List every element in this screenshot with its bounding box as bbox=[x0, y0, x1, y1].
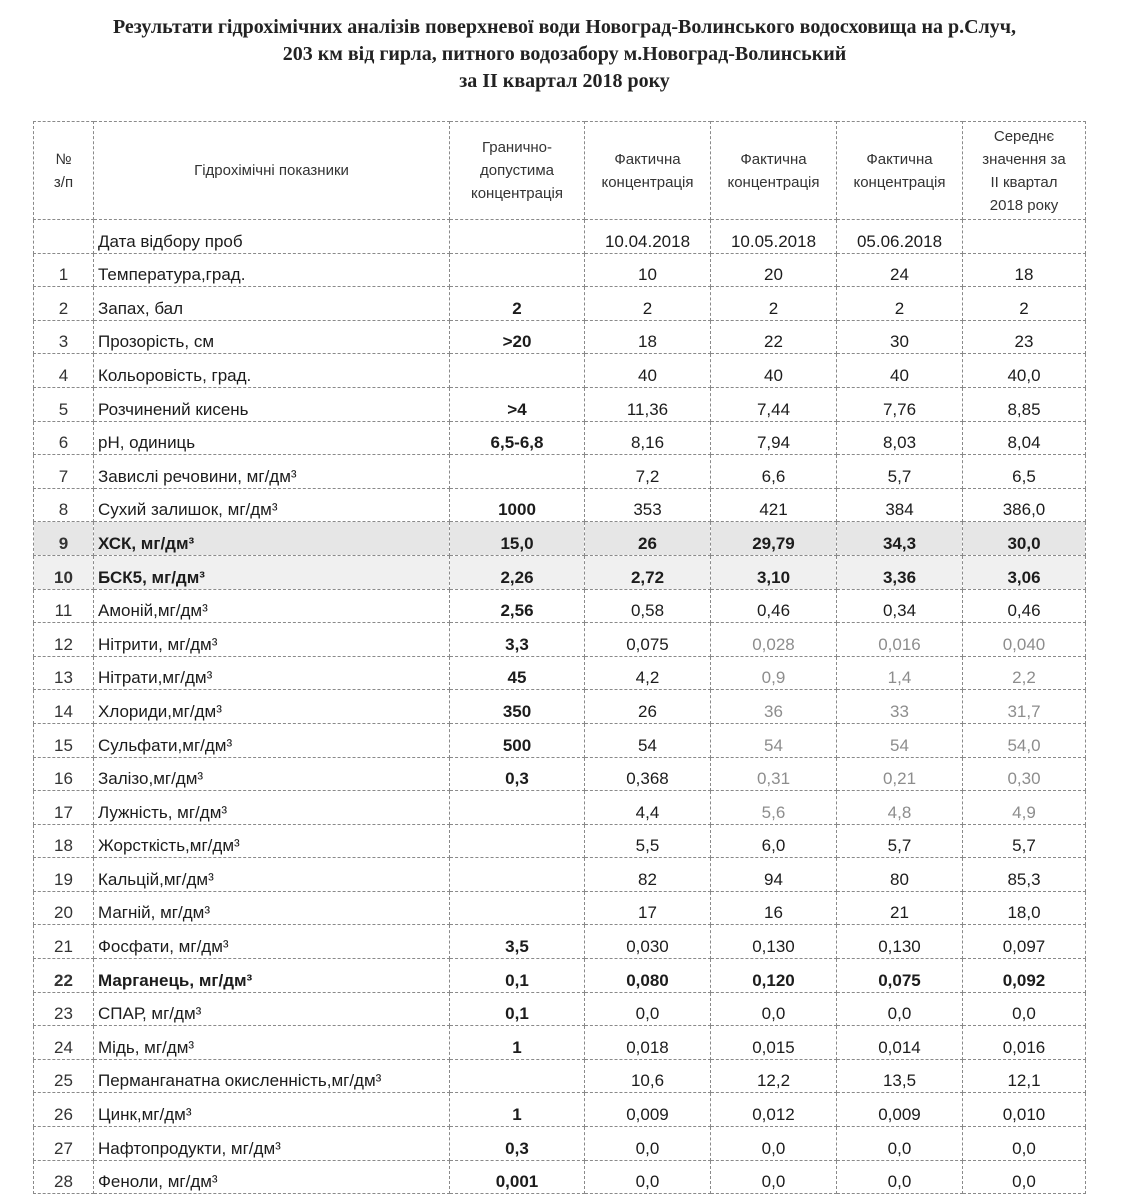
row-number: 18 bbox=[34, 824, 94, 858]
fact-value-2: 36 bbox=[711, 690, 837, 724]
fact-value-1: 40 bbox=[585, 354, 711, 388]
table-row bbox=[34, 421, 1086, 455]
fact-value-2: 0,9 bbox=[711, 656, 837, 690]
table-row bbox=[34, 925, 1086, 959]
fact-value-2: 2 bbox=[711, 287, 837, 321]
average-value: 18,0 bbox=[963, 891, 1086, 925]
average-value: 5,7 bbox=[963, 824, 1086, 858]
parameter-name: pH, одиниць bbox=[94, 421, 450, 455]
row-number: 4 bbox=[34, 354, 94, 388]
limit-value: 2 bbox=[450, 287, 585, 321]
fact-value-1: 2,72 bbox=[585, 555, 711, 589]
row-number: 11 bbox=[34, 589, 94, 623]
average-value: 23 bbox=[963, 320, 1086, 354]
fact-value-2: 6,0 bbox=[711, 824, 837, 858]
average-value: 3,06 bbox=[963, 555, 1086, 589]
parameter-name: Нітрити, мг/дм³ bbox=[94, 623, 450, 657]
table-row bbox=[34, 589, 1086, 623]
fact-value-1: 5,5 bbox=[585, 824, 711, 858]
fact-value-1: 82 bbox=[585, 858, 711, 892]
row-number: 14 bbox=[34, 690, 94, 724]
row-number: 28 bbox=[34, 1160, 94, 1194]
limit-value bbox=[450, 253, 585, 287]
table-row bbox=[34, 757, 1086, 791]
header-avg: Середнє значення за II квартал 2018 року bbox=[963, 122, 1086, 220]
parameter-name: ХСК, мг/дм³ bbox=[94, 522, 450, 556]
limit-value: 0,1 bbox=[450, 959, 585, 993]
row-number: 9 bbox=[34, 522, 94, 556]
fact-value-3: 4,8 bbox=[837, 791, 963, 825]
fact-value-3: 0,075 bbox=[837, 959, 963, 993]
fact-value-1: 26 bbox=[585, 690, 711, 724]
fact-value-2: 0,015 bbox=[711, 1026, 837, 1060]
sample-date-2: 10.05.2018 bbox=[711, 220, 837, 254]
table-row bbox=[34, 1160, 1086, 1194]
table-row bbox=[34, 522, 1086, 556]
table-row bbox=[34, 555, 1086, 589]
row-number: 10 bbox=[34, 555, 94, 589]
average-value: 0,040 bbox=[963, 623, 1086, 657]
fact-value-2: 0,130 bbox=[711, 925, 837, 959]
header-row bbox=[34, 122, 1086, 220]
fact-value-2: 0,120 bbox=[711, 959, 837, 993]
fact-value-3: 80 bbox=[837, 858, 963, 892]
parameter-name: Прозорість, см bbox=[94, 320, 450, 354]
average-value: 0,0 bbox=[963, 1127, 1086, 1161]
average-value: 0,0 bbox=[963, 1160, 1086, 1194]
parameter-name: Нітрати,мг/дм³ bbox=[94, 656, 450, 690]
fact-value-1: 17 bbox=[585, 891, 711, 925]
fact-value-1: 26 bbox=[585, 522, 711, 556]
table-row bbox=[34, 287, 1086, 321]
fact-value-3: 54 bbox=[837, 723, 963, 757]
row-number: 20 bbox=[34, 891, 94, 925]
limit-value bbox=[450, 455, 585, 489]
title-line-1: Результати гідрохімічних аналізів поверхневої води Новоград-Волинського водосховища на р.Случ, bbox=[112, 16, 1017, 38]
fact-value-1: 4,2 bbox=[585, 656, 711, 690]
fact-value-3: 13,5 bbox=[837, 1059, 963, 1093]
fact-value-3: 2 bbox=[837, 287, 963, 321]
row-number: 15 bbox=[34, 723, 94, 757]
table-row bbox=[34, 656, 1086, 690]
parameter-name: Жорсткість,мг/дм³ bbox=[94, 824, 450, 858]
parameter-name: Температура,град. bbox=[94, 253, 450, 287]
table-row bbox=[34, 690, 1086, 724]
limit-value bbox=[450, 354, 585, 388]
fact-value-3: 40 bbox=[837, 354, 963, 388]
fact-value-3: 3,36 bbox=[837, 555, 963, 589]
fact-value-2: 29,79 bbox=[711, 522, 837, 556]
limit-value bbox=[450, 891, 585, 925]
fact-value-1: 10,6 bbox=[585, 1059, 711, 1093]
row-number: 8 bbox=[34, 488, 94, 522]
row-number: 16 bbox=[34, 757, 94, 791]
parameter-name: Лужність, мг/дм³ bbox=[94, 791, 450, 825]
fact-value-1: 0,018 bbox=[585, 1026, 711, 1060]
fact-value-3: 0,0 bbox=[837, 1160, 963, 1194]
limit-value bbox=[450, 1059, 585, 1093]
row-number: 3 bbox=[34, 320, 94, 354]
limit-value: 0,3 bbox=[450, 757, 585, 791]
fact-value-3: 0,0 bbox=[837, 1127, 963, 1161]
row-number: 1 bbox=[34, 253, 94, 287]
table-row bbox=[34, 1059, 1086, 1093]
fact-value-2: 0,46 bbox=[711, 589, 837, 623]
parameter-name: СПАР, мг/дм³ bbox=[94, 992, 450, 1026]
fact-value-1: 0,030 bbox=[585, 925, 711, 959]
limit-value: 350 bbox=[450, 690, 585, 724]
parameter-name: БСК5, мг/дм³ bbox=[94, 555, 450, 589]
fact-value-3: 24 bbox=[837, 253, 963, 287]
average-value: 386,0 bbox=[963, 488, 1086, 522]
row-number: 2 bbox=[34, 287, 94, 321]
limit-value: 1000 bbox=[450, 488, 585, 522]
fact-value-1: 11,36 bbox=[585, 387, 711, 421]
fact-value-2: 22 bbox=[711, 320, 837, 354]
row-number: 19 bbox=[34, 858, 94, 892]
fact-value-2: 0,028 bbox=[711, 623, 837, 657]
row-number: 7 bbox=[34, 455, 94, 489]
table-row bbox=[34, 891, 1086, 925]
fact-value-3: 384 bbox=[837, 488, 963, 522]
table-row bbox=[34, 1127, 1086, 1161]
fact-value-1: 0,0 bbox=[585, 1160, 711, 1194]
fact-value-2: 5,6 bbox=[711, 791, 837, 825]
limit-value: 500 bbox=[450, 723, 585, 757]
title-line-3: за II квартал 2018 року bbox=[459, 70, 670, 92]
fact-value-3: 8,03 bbox=[837, 421, 963, 455]
fact-value-2: 421 bbox=[711, 488, 837, 522]
limit-value: 1 bbox=[450, 1026, 585, 1060]
average-value: 18 bbox=[963, 253, 1086, 287]
parameter-name: Магній, мг/дм³ bbox=[94, 891, 450, 925]
fact-value-3: 30 bbox=[837, 320, 963, 354]
limit-value: 3,5 bbox=[450, 925, 585, 959]
sample-date-1: 10.04.2018 bbox=[585, 220, 711, 254]
limit-value: 2,56 bbox=[450, 589, 585, 623]
parameter-name: Амоній,мг/дм³ bbox=[94, 589, 450, 623]
fact-value-2: 94 bbox=[711, 858, 837, 892]
fact-value-2: 7,94 bbox=[711, 421, 837, 455]
header-num: № з/п bbox=[34, 122, 94, 220]
fact-value-1: 8,16 bbox=[585, 421, 711, 455]
row-number: 12 bbox=[34, 623, 94, 657]
fact-value-1: 353 bbox=[585, 488, 711, 522]
fact-value-2: 0,0 bbox=[711, 1160, 837, 1194]
average-value: 54,0 bbox=[963, 723, 1086, 757]
table-row bbox=[34, 455, 1086, 489]
fact-value-3: 1,4 bbox=[837, 656, 963, 690]
fact-value-1: 54 bbox=[585, 723, 711, 757]
limit-value: 1 bbox=[450, 1093, 585, 1127]
fact-value-3: 34,3 bbox=[837, 522, 963, 556]
sample-date-3: 05.06.2018 bbox=[837, 220, 963, 254]
table-row bbox=[34, 858, 1086, 892]
table-row bbox=[34, 488, 1086, 522]
fact-value-1: 2 bbox=[585, 287, 711, 321]
average-value: 12,1 bbox=[963, 1059, 1086, 1093]
average-value: 0,092 bbox=[963, 959, 1086, 993]
average-value: 8,85 bbox=[963, 387, 1086, 421]
fact-value-2: 40 bbox=[711, 354, 837, 388]
fact-value-3: 0,0 bbox=[837, 992, 963, 1026]
parameter-name: Хлориди,мг/дм³ bbox=[94, 690, 450, 724]
title-line-2: 203 км від гирла, питного водозабору м.Новоград-Волинський bbox=[282, 43, 847, 65]
fact-value-2: 12,2 bbox=[711, 1059, 837, 1093]
fact-value-1: 0,009 bbox=[585, 1093, 711, 1127]
limit-value: >20 bbox=[450, 320, 585, 354]
parameter-name: Феноли, мг/дм³ bbox=[94, 1160, 450, 1194]
parameter-name: Фосфати, мг/дм³ bbox=[94, 925, 450, 959]
average-value: 6,5 bbox=[963, 455, 1086, 489]
fact-value-3: 0,016 bbox=[837, 623, 963, 657]
average-value: 2,2 bbox=[963, 656, 1086, 690]
limit-value: >4 bbox=[450, 387, 585, 421]
limit-value: 3,3 bbox=[450, 623, 585, 657]
parameter-name: Сухий залишок, мг/дм³ bbox=[94, 488, 450, 522]
limit-value: 15,0 bbox=[450, 522, 585, 556]
limit-value: 0,001 bbox=[450, 1160, 585, 1194]
row-number: 21 bbox=[34, 925, 94, 959]
row-number: 27 bbox=[34, 1127, 94, 1161]
row-number: 13 bbox=[34, 656, 94, 690]
average-value: 0,30 bbox=[963, 757, 1086, 791]
row-number: 23 bbox=[34, 992, 94, 1026]
table-row bbox=[34, 1026, 1086, 1060]
parameter-name: Розчинений кисень bbox=[94, 387, 450, 421]
table-row bbox=[34, 992, 1086, 1026]
header-fact-1: Фактична концентрація bbox=[585, 122, 711, 220]
fact-value-1: 0,075 bbox=[585, 623, 711, 657]
fact-value-1: 7,2 bbox=[585, 455, 711, 489]
fact-value-1: 0,58 bbox=[585, 589, 711, 623]
fact-value-2: 0,31 bbox=[711, 757, 837, 791]
average-value: 0,097 bbox=[963, 925, 1086, 959]
fact-value-1: 0,0 bbox=[585, 1127, 711, 1161]
row-number: 5 bbox=[34, 387, 94, 421]
fact-value-3: 7,76 bbox=[837, 387, 963, 421]
average-value: 40,0 bbox=[963, 354, 1086, 388]
fact-value-3: 0,130 bbox=[837, 925, 963, 959]
fact-value-3: 0,014 bbox=[837, 1026, 963, 1060]
fact-value-3: 0,009 bbox=[837, 1093, 963, 1127]
results-table bbox=[33, 121, 1086, 1194]
limit-value bbox=[450, 858, 585, 892]
average-value: 85,3 bbox=[963, 858, 1086, 892]
limit-value: 6,5-6,8 bbox=[450, 421, 585, 455]
document-title bbox=[0, 14, 1129, 95]
fact-value-1: 10 bbox=[585, 253, 711, 287]
fact-value-1: 0,0 bbox=[585, 992, 711, 1026]
header-fact-3: Фактична концентрація bbox=[837, 122, 963, 220]
limit-value bbox=[450, 824, 585, 858]
average-value: 0,46 bbox=[963, 589, 1086, 623]
parameter-name: Кольоровість, град. bbox=[94, 354, 450, 388]
table-row bbox=[34, 1093, 1086, 1127]
row-number: 26 bbox=[34, 1093, 94, 1127]
parameter-name: Нафтопродукти, мг/дм³ bbox=[94, 1127, 450, 1161]
fact-value-1: 0,080 bbox=[585, 959, 711, 993]
table-row bbox=[34, 320, 1086, 354]
parameter-name: Мідь, мг/дм³ bbox=[94, 1026, 450, 1060]
fact-value-3: 0,34 bbox=[837, 589, 963, 623]
limit-value bbox=[450, 791, 585, 825]
fact-value-2: 0,0 bbox=[711, 992, 837, 1026]
header-fact-2: Фактична концентрація bbox=[711, 122, 837, 220]
row-number: 25 bbox=[34, 1059, 94, 1093]
row-number: 22 bbox=[34, 959, 94, 993]
limit-value: 45 bbox=[450, 656, 585, 690]
header-param: Гідрохімічні показники bbox=[94, 122, 450, 220]
average-value: 0,016 bbox=[963, 1026, 1086, 1060]
table-row bbox=[34, 959, 1086, 993]
limit-value: 0,3 bbox=[450, 1127, 585, 1161]
table-row bbox=[34, 354, 1086, 388]
fact-value-3: 5,7 bbox=[837, 455, 963, 489]
parameter-name: Кальцій,мг/дм³ bbox=[94, 858, 450, 892]
limit-value: 0,1 bbox=[450, 992, 585, 1026]
parameter-name: Перманганатна окисленність,мг/дм³ bbox=[94, 1059, 450, 1093]
fact-value-3: 21 bbox=[837, 891, 963, 925]
average-value: 8,04 bbox=[963, 421, 1086, 455]
row-number: 17 bbox=[34, 791, 94, 825]
fact-value-2: 7,44 bbox=[711, 387, 837, 421]
fact-value-2: 0,0 bbox=[711, 1127, 837, 1161]
fact-value-3: 0,21 bbox=[837, 757, 963, 791]
parameter-name: Цинк,мг/дм³ bbox=[94, 1093, 450, 1127]
average-value: 0,010 bbox=[963, 1093, 1086, 1127]
average-value: 30,0 bbox=[963, 522, 1086, 556]
header-limit: Гранично- допустима концентрація bbox=[450, 122, 585, 220]
table-row bbox=[34, 253, 1086, 287]
table-row bbox=[34, 824, 1086, 858]
limit-value: 2,26 bbox=[450, 555, 585, 589]
fact-value-2: 6,6 bbox=[711, 455, 837, 489]
date-row bbox=[34, 220, 1086, 254]
average-value: 2 bbox=[963, 287, 1086, 321]
fact-value-1: 4,4 bbox=[585, 791, 711, 825]
fact-value-3: 5,7 bbox=[837, 824, 963, 858]
parameter-name: Завислі речовини, мг/дм³ bbox=[94, 455, 450, 489]
fact-value-2: 20 bbox=[711, 253, 837, 287]
fact-value-1: 18 bbox=[585, 320, 711, 354]
table-row bbox=[34, 387, 1086, 421]
fact-value-1: 0,368 bbox=[585, 757, 711, 791]
average-value: 4,9 bbox=[963, 791, 1086, 825]
date-label: Дата відбору проб bbox=[94, 220, 450, 254]
average-value: 0,0 bbox=[963, 992, 1086, 1026]
fact-value-2: 16 bbox=[711, 891, 837, 925]
parameter-name: Залізо,мг/дм³ bbox=[94, 757, 450, 791]
fact-value-2: 0,012 bbox=[711, 1093, 837, 1127]
fact-value-2: 3,10 bbox=[711, 555, 837, 589]
table-row bbox=[34, 791, 1086, 825]
row-number: 24 bbox=[34, 1026, 94, 1060]
parameter-name: Сульфати,мг/дм³ bbox=[94, 723, 450, 757]
table-row bbox=[34, 723, 1086, 757]
row-number: 6 bbox=[34, 421, 94, 455]
table-row bbox=[34, 623, 1086, 657]
fact-value-3: 33 bbox=[837, 690, 963, 724]
parameter-name: Марганець, мг/дм³ bbox=[94, 959, 450, 993]
average-value: 31,7 bbox=[963, 690, 1086, 724]
parameter-name: Запах, бал bbox=[94, 287, 450, 321]
fact-value-2: 54 bbox=[711, 723, 837, 757]
